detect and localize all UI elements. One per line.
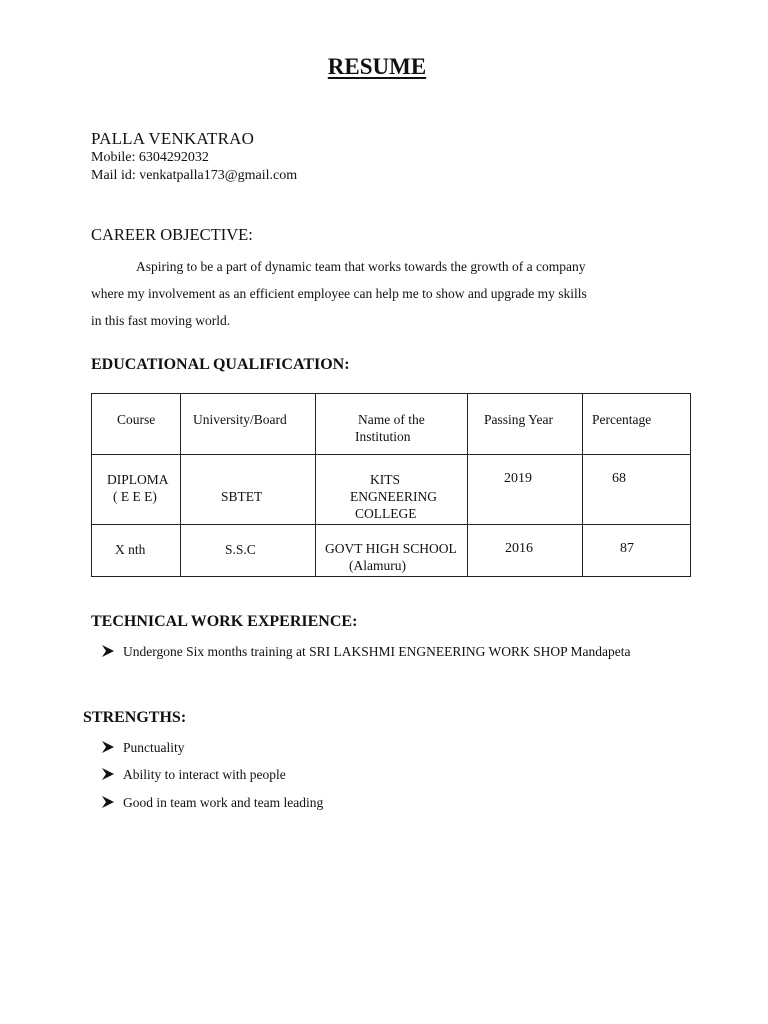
objective-line-2: where my involvement as an efficient employee can help me to show and upgrade my skills	[91, 286, 587, 301]
header-institution-line1: Name of the	[358, 412, 425, 427]
mobile-number: Mobile: 6304292032	[91, 150, 209, 165]
row1-percentage: 68	[612, 471, 626, 486]
row2-institution-line2: (Alamuru)	[349, 558, 406, 573]
row1-board: SBTET	[221, 489, 263, 504]
arrow-bullet-icon	[101, 768, 115, 780]
header-year: Passing Year	[484, 412, 554, 427]
row1-institution-line3: COLLEGE	[355, 506, 417, 521]
row1-year: 2019	[504, 471, 532, 486]
career-objective-text	[91, 253, 687, 334]
row2-year: 2016	[505, 541, 533, 556]
email-address: Mail id: venkatpalla173@gmail.com	[91, 168, 298, 183]
row1-institution-line1: KITS	[370, 472, 400, 487]
row2-course: X nth	[115, 542, 146, 557]
row2-board: S.S.C	[225, 542, 256, 557]
row2-institution-line1: GOVT HIGH SCHOOL	[325, 541, 457, 556]
table-header-row	[92, 394, 691, 455]
resume-title: RESUME	[327, 54, 427, 79]
header-board: University/Board	[193, 412, 287, 427]
row1-institution-line2: ENGNEERING	[350, 489, 437, 504]
arrow-bullet-icon	[101, 796, 115, 808]
objective-line-3: in this fast moving world.	[91, 313, 231, 328]
technical-item: Undergone Six months training at SRI LAKSHMI ENGNEERING WORK SHOP Mandapeta	[123, 644, 631, 659]
education-table	[91, 393, 691, 577]
strength-item: Punctuality	[123, 740, 185, 755]
table-row	[92, 455, 691, 525]
technical-experience-heading: TECHNICAL WORK EXPERIENCE:	[91, 613, 358, 630]
strengths-heading: STRENGTHS:	[83, 709, 187, 726]
row2-percentage: 87	[620, 541, 634, 556]
education-heading: EDUCATIONAL QUALIFICATION:	[91, 356, 350, 373]
objective-line-1: Aspiring to be a part of dynamic team that works towards the growth of a company	[136, 259, 586, 274]
strength-item: Ability to interact with people	[123, 767, 286, 782]
strength-item: Good in team work and team leading	[123, 795, 324, 810]
table-row	[92, 525, 691, 577]
header-course: Course	[117, 412, 156, 427]
header-institution-line2: Institution	[355, 429, 411, 444]
row1-course-line1: DIPLOMA	[107, 472, 169, 487]
career-objective-heading: CAREER OBJECTIVE:	[91, 225, 253, 244]
arrow-bullet-icon	[101, 645, 115, 657]
candidate-name: PALLA VENKATRAO	[91, 129, 255, 148]
arrow-bullet-icon	[101, 741, 115, 753]
row1-course-line2: ( E E E)	[113, 489, 157, 504]
header-percentage: Percentage	[592, 412, 652, 427]
